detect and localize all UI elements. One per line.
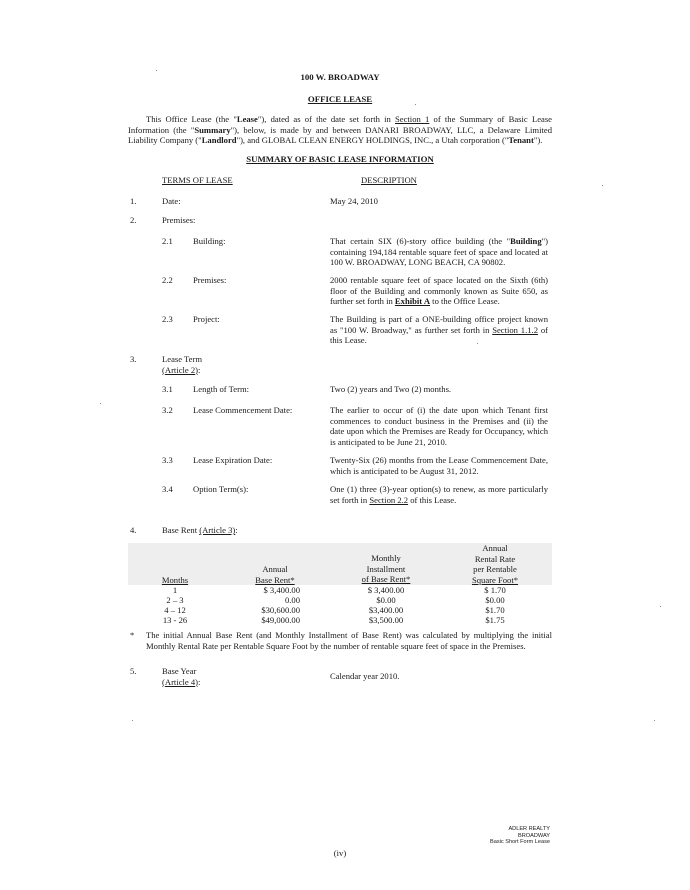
col-header-monthly: Monthly Installment of Base Rent* — [361, 553, 411, 585]
cell-monthly: $0.00 — [376, 595, 396, 605]
subitem-description: 2000 rentable square feet of space located on the Sixth (6th) floor of the Building and commonly known as Suite 650, as further set forth in Exhibit A to the Office Lease. — [330, 275, 548, 307]
subitem-number: 2.2 — [162, 275, 173, 285]
item-number: 5. — [130, 666, 137, 676]
subitem-label: Lease Expiration Date: — [193, 455, 273, 465]
subitem-label: Project: — [193, 314, 220, 324]
scan-speck — [156, 70, 157, 71]
cell-months: 1 — [172, 585, 178, 595]
subitem-number: 3.4 — [162, 484, 173, 494]
item-label: Base Rent (Article 3): — [162, 525, 238, 535]
item-number: 1. — [130, 196, 137, 206]
summary-title: SUMMARY OF BASIC LEASE INFORMATION — [246, 154, 434, 164]
subitem-number: 3.3 — [162, 455, 173, 465]
cell-months: 2 – 3 — [166, 595, 184, 605]
cell-annual: 0.00 — [284, 595, 300, 605]
subitem-number: 2.3 — [162, 314, 173, 324]
subitem-description: One (1) three (3)-year option(s) to renew, as more particularly set forth in Section 2.2 of this Lease. — [330, 484, 548, 505]
subitem-number: 3.2 — [162, 405, 173, 415]
subitem-description: That certain SIX (6)-story office building (the "Building") containing 194,184 rentable square feet of space and located at 100 W. BROADWAY, LONG BEACH, CA 90802. — [330, 236, 548, 268]
cell-months: 13 - 26 — [162, 615, 188, 625]
footer-line: ADLER REALTY — [508, 826, 550, 832]
scan-speck — [100, 403, 101, 404]
item-description: Calendar year 2010. — [330, 671, 400, 681]
cell-monthly: $3,400.00 — [368, 605, 404, 615]
scan-speck — [660, 606, 661, 607]
footnote-mark: * — [130, 630, 135, 640]
scan-speck — [415, 104, 416, 105]
cell-rate: $0.00 — [485, 595, 505, 605]
subitem-description: Twenty-Six (26) months from the Lease Commencement Date, which is anticipated to be August 31, 2012. — [330, 455, 548, 476]
col-header-rate: Annual Rental Rate per Rentable Square Foot* — [471, 543, 519, 585]
subitem-description: The Building is part of a ONE-building office project known as "100 W. Broadway," as further set forth in Section 1.1.2 of this Lease. — [330, 314, 548, 346]
subitem-description: The earlier to occur of (i) the date upon which Tenant first commences to conduct business in the Premises and (ii) the date upon which the Premises are Ready for Occupancy, which is anticipated to be June 21, 2010. — [330, 405, 548, 447]
item-label: Premises: — [162, 215, 196, 225]
item-label: Base Year (Article 4): — [162, 666, 201, 687]
item-number: 3. — [130, 354, 137, 364]
cell-rate: $ 1.70 — [484, 585, 506, 595]
scan-speck — [132, 720, 133, 721]
page-number: (iv) — [333, 848, 347, 858]
cell-monthly: $3,500.00 — [368, 615, 404, 625]
cell-annual: $ 3,400.00 — [263, 585, 300, 595]
col-header-annual: Annual Base Rent* — [255, 564, 295, 585]
subitem-description: Two (2) years and Two (2) months. — [330, 384, 452, 394]
subitem-number: 3.1 — [162, 384, 173, 394]
document-title: OFFICE LEASE — [307, 94, 373, 104]
subitem-label: Lease Commencement Date: — [193, 405, 293, 415]
item-description: May 24, 2010 — [330, 196, 378, 206]
cell-monthly: $ 3,400.00 — [367, 585, 405, 595]
building-title: 100 W. BROADWAY — [300, 72, 380, 82]
cell-rate: $1.75 — [485, 615, 505, 625]
item-number: 2. — [130, 215, 137, 225]
cell-annual: $30,600.00 — [261, 605, 300, 615]
subitem-number: 2.1 — [162, 236, 173, 246]
subitem-label: Building: — [193, 236, 226, 246]
scan-speck — [602, 185, 603, 186]
terms-heading: TERMS OF LEASE — [162, 175, 233, 185]
cell-rate: $1.70 — [485, 605, 505, 615]
footer-stamp — [420, 826, 550, 846]
subitem-label: Premises: — [193, 275, 227, 285]
description-heading: DESCRIPTION — [361, 175, 417, 185]
item-label: Lease Term (Article 2): — [162, 354, 203, 375]
subitem-label: Option Term(s): — [193, 484, 249, 494]
cell-annual: $49,000.00 — [261, 615, 300, 625]
footer-line: BROADWAY — [517, 832, 550, 839]
subitem-label: Length of Term: — [193, 384, 250, 394]
item-label: Date: — [162, 196, 181, 206]
footnote-text: The initial Annual Base Rent (and Monthly Installment of Base Rent) was calculated by multiplying the initial Monthly Rental Rate per Rentable Square Foot by the number of rentable square feet of space in the Premises. — [146, 630, 552, 651]
scan-speck — [654, 720, 655, 721]
footer-line: Basic Short Form Lease — [489, 839, 550, 846]
col-header-months: Months — [161, 575, 189, 585]
cell-months: 4 – 12 — [164, 605, 186, 615]
item-number: 4. — [130, 525, 137, 535]
intro-paragraph: This Office Lease (the "Lease"), dated as of the date set forth in Section 1 of the Summary of Basic Lease Information (the "Summary"), below, is made by and between DANARI BROADWAY, LLC, a Delaware Limited Liability Company ("Landlord"), and GLOBAL CLEAN ENERGY HOLDINGS, INC., a Utah corporation ("Tenant"). — [128, 114, 552, 146]
